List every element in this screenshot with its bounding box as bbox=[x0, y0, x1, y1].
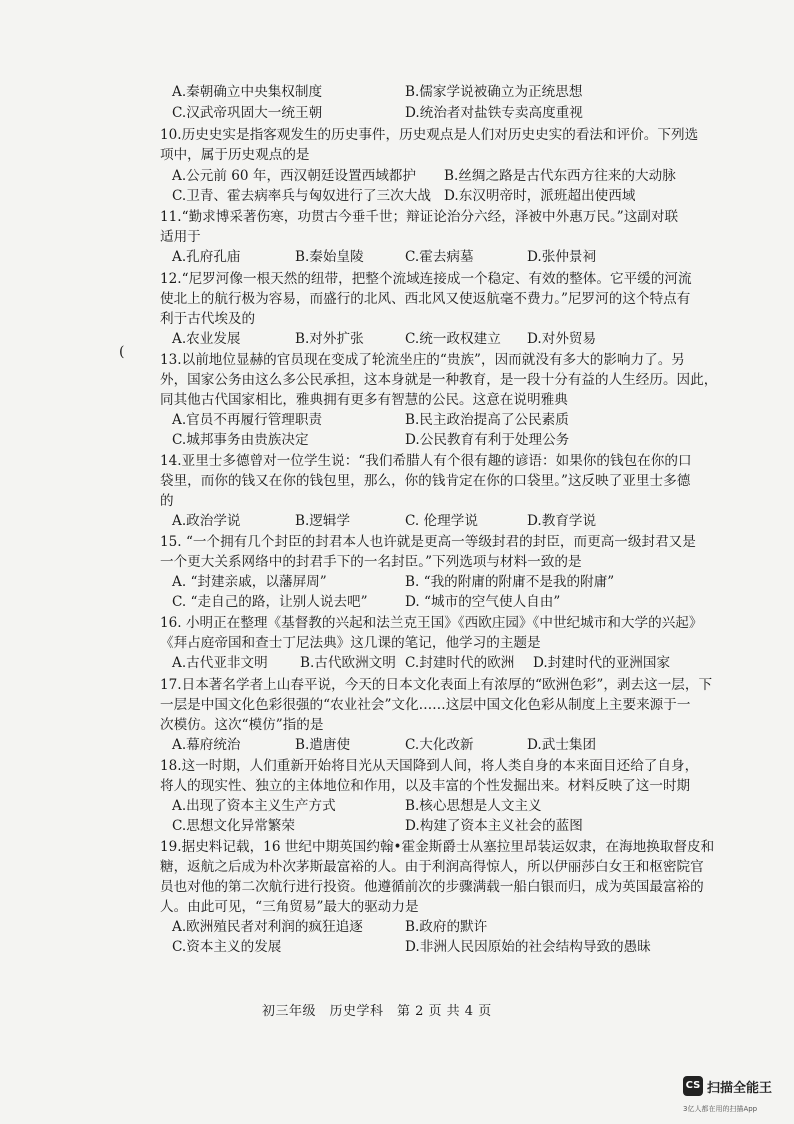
q13-option-c: C.城邦事务由贵族决定 bbox=[172, 432, 309, 448]
camscanner-logo-name: 扫描全能王 bbox=[707, 1081, 773, 1096]
q12-stem-line3: 利于古代埃及的 bbox=[160, 311, 256, 327]
q18-stem-line1: 18.这一时期，人们重新开始将目光从天国降到人间，将人类自身的本来面目还给了自身， bbox=[160, 758, 699, 774]
q19-stem-line1: 19.据史料记载，16 世纪中期英国约翰•霍金斯爵士从塞拉里昂装运奴隶，在海地换取督皮和 bbox=[160, 839, 715, 855]
q9-option-b: B.儒家学说被确立为正统思想 bbox=[405, 84, 583, 100]
q18-stem-line2: 将人的现实性、独立的主体地位和作用，以及丰富的个性发掘出来。材料反映了这一时期 bbox=[160, 778, 691, 794]
q14-option-b: B.逻辑学 bbox=[295, 513, 351, 529]
q17-option-a: A.幕府统治 bbox=[172, 737, 241, 753]
q13-option-a: A.官员不再履行管理职责 bbox=[172, 412, 323, 428]
q19-option-c: C.资本主义的发展 bbox=[172, 939, 282, 955]
q19-option-b: B.政府的默许 bbox=[405, 919, 488, 935]
q19-option-a: A.欧洲殖民者对利润的疯狂追逐 bbox=[172, 919, 363, 935]
q11-option-d: D.张仲景祠 bbox=[527, 249, 597, 265]
q11-stem-line2: 适用于 bbox=[160, 229, 201, 245]
q16-stem-line1: 16. 小明正在整理《基督教的兴起和法兰克王国》《西欧庄园》《中世纪城市和大学的兴起》 bbox=[160, 615, 703, 631]
q14-stem-line2: 袋里，而你的钱又在你的钱包里，那么，你的钱肯定在你的口袋里。”这反映了亚里士多德 bbox=[160, 473, 691, 489]
q9-option-c: C.汉武帝巩固大一统王朝 bbox=[172, 105, 323, 121]
q17-option-d: D.武士集团 bbox=[527, 737, 597, 753]
q10-stem-line1: 10.历史史实是指客观发生的历史事件，历史观点是人们对历史史实的看法和评价。下列选 bbox=[160, 127, 699, 143]
q11-stem-line1: 11.“勤求博采著伤寒，功贯古今垂千世；辩证论治分六经，泽被中外惠万民。”这副对联 bbox=[160, 209, 679, 225]
q9-option-a: A.秦朝确立中央集权制度 bbox=[172, 84, 323, 100]
q10-option-a: A.公元前 60 年，西汉朝廷设置西域都护 bbox=[172, 168, 416, 184]
q13-stem-line1: 13.以前地位显赫的官员现在变成了轮流坐庄的“贵族”，因而就没有多大的影响力了。另 bbox=[160, 352, 685, 368]
camscanner-logo-icon: CS bbox=[683, 1076, 703, 1096]
q18-option-c: C.思想文化异常繁荣 bbox=[172, 818, 295, 834]
q19-stem-line4: 人。由此可见，“三角贸易”最大的驱动力是 bbox=[160, 899, 419, 915]
q18-option-a: A.出现了资本主义生产方式 bbox=[172, 798, 336, 814]
q15-option-c: C. “走自己的路，让别人说去吧” bbox=[172, 594, 368, 610]
q16-stem-line2: 《拜占庭帝国和查士丁尼法典》这几课的笔记，他学习的主题是 bbox=[160, 635, 541, 651]
q18-option-d: D.构建了资本主义社会的蓝图 bbox=[405, 818, 583, 834]
q13-option-d: D.公民教育有利于处理公务 bbox=[405, 432, 570, 448]
q17-stem-line1: 17.日本著名学者上山春平说，今天的日本文化表面上有浓厚的“欧洲色彩”，剥去这一层，下 bbox=[160, 677, 713, 693]
q19-stem-line3: 员也对他的第二次航行进行投资。他遵循前次的步骤满载一船白银而归，成为英国最富裕的 bbox=[160, 879, 704, 895]
q11-option-c: C.霍去病墓 bbox=[405, 249, 474, 265]
q10-stem-line2: 项中，属于历史观点的是 bbox=[160, 147, 310, 163]
q15-option-a: A. “封建亲戚，以藩屏周” bbox=[172, 574, 327, 590]
q19-stem-line2: 糖，返航之后成为朴次茅斯最富裕的人。由于利润高得惊人，所以伊丽莎白女王和枢密院官 bbox=[160, 859, 704, 875]
q16-option-b: B.古代欧洲文明 bbox=[300, 655, 396, 671]
q9-option-d: D.统治者对盐铁专卖高度重视 bbox=[405, 105, 583, 121]
q12-option-b: B.对外扩张 bbox=[295, 331, 364, 347]
q17-option-c: C.大化改新 bbox=[405, 737, 474, 753]
q14-option-a: A.政治学说 bbox=[172, 513, 241, 529]
q19-option-d: D.非洲人民因原始的社会结构导致的愚昧 bbox=[405, 939, 651, 955]
q10-option-d: D.东汉明帝时，派班超出使西域 bbox=[444, 188, 636, 204]
camscanner-logo-tagline: 3亿人都在用的扫描App bbox=[683, 1105, 758, 1113]
q15-option-d: D. “城市的空气使人自由” bbox=[405, 594, 561, 610]
q13-stem-line3: 同其他古代国家相比，雅典拥有更多有智慧的公民。这意在说明雅典 bbox=[160, 392, 568, 408]
q13-stem-line2: 外，国家公务由这么多公民承担，这本身就是一种教育，是一段十分有益的人生经历。因此， bbox=[160, 372, 718, 388]
q15-option-b: B. “我的附庸的附庸不是我的附庸” bbox=[405, 574, 615, 590]
q15-stem-line1: 15. “一个拥有几个封臣的封君本人也许就是更高一等级封君的封臣，而更高一级封君又是 bbox=[160, 534, 696, 550]
q18-option-b: B.核心思想是人文主义 bbox=[405, 798, 542, 814]
q14-stem-line1: 14.亚里士多德曾对一位学生说：“我们希腊人有个很有趣的谚语：如果你的钱包在你的口 bbox=[160, 453, 692, 469]
q11-option-b: B.秦始皇陵 bbox=[295, 249, 364, 265]
q17-stem-line3: 次模仿。这次“模仿”指的是 bbox=[160, 717, 324, 733]
q12-option-c: C.统一政权建立 bbox=[405, 331, 501, 347]
q17-option-b: B.遣唐使 bbox=[295, 737, 351, 753]
q12-stem-line2: 使北上的航行极为容易，而盛行的北风、西北风又使返航毫不费力。”尼罗河的这个特点有 bbox=[160, 291, 691, 307]
q15-stem-line2: 一个更大关系网络中的封君手下的一名封臣。”下列选项与材料一致的是 bbox=[160, 554, 582, 570]
q13-option-b: B.民主政治提高了公民素质 bbox=[405, 412, 569, 428]
q10-option-b: B.丝绸之路是古代东西方往来的大动脉 bbox=[444, 168, 676, 184]
q10-option-c: C.卫青、霍去病率兵与匈奴进行了三次大战 bbox=[172, 188, 431, 204]
q14-stem-line3: 的 bbox=[160, 493, 174, 509]
q14-option-c: C. 伦理学说 bbox=[405, 513, 478, 529]
camscanner-logo bbox=[683, 1076, 793, 1121]
margin-mark: ( bbox=[119, 344, 125, 360]
q16-option-c: C.封建时代的欧洲 bbox=[405, 655, 515, 671]
q11-option-a: A.孔府孔庙 bbox=[172, 249, 241, 265]
q14-option-d: D.教育学说 bbox=[527, 513, 597, 529]
q12-stem-line1: 12.“尼罗河像一根天然的纽带，把整个流域连接成一个稳定、有效的整体。它平缓的河流 bbox=[160, 271, 692, 287]
q16-option-a: A.古代亚非文明 bbox=[172, 655, 268, 671]
page-footer: 初三年级 历史学科 第 2 页 共 4 页 bbox=[262, 1004, 492, 1019]
q12-option-d: D.对外贸易 bbox=[527, 331, 597, 347]
q16-option-d: D.封建时代的亚洲国家 bbox=[533, 655, 671, 671]
q17-stem-line2: 一层是中国文化色彩很强的“农业社会”文化……这层中国文化色彩从制度上主要来源于一 bbox=[160, 697, 691, 713]
q12-option-a: A.农业发展 bbox=[172, 331, 241, 347]
